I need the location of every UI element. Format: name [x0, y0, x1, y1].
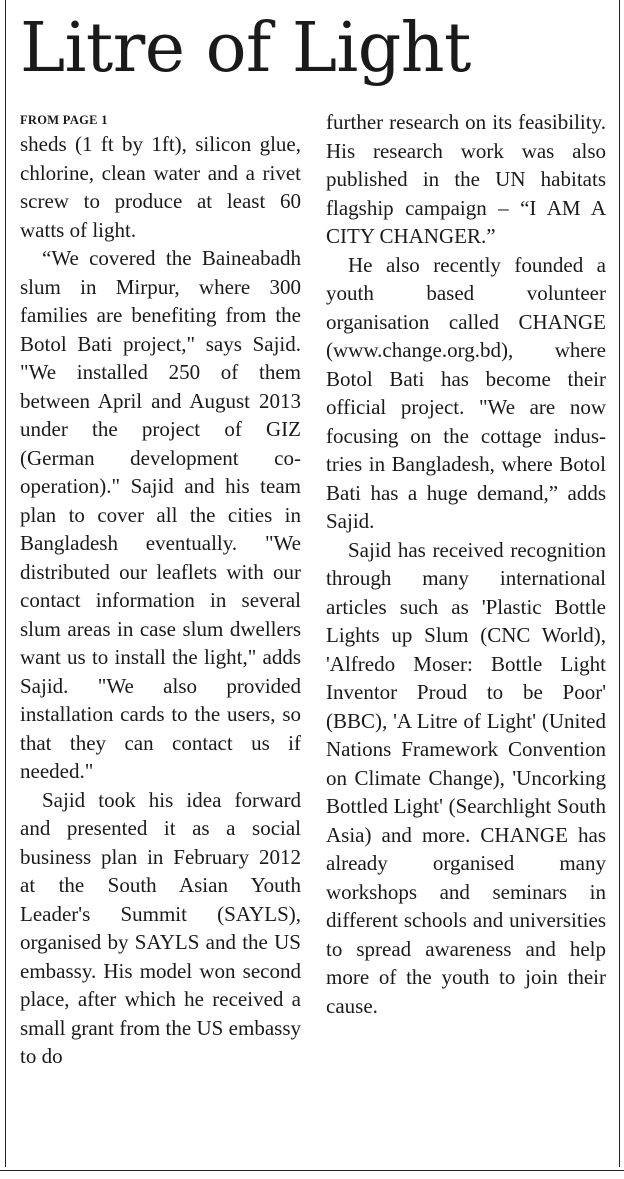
paragraph: Sajid has received recognition through many international articles such as 'Plastic Bottle Lights up Slum (CNC World), 'Alfredo Moser: Bottle Light Inventor Proud to be Poor' (BBC), 'A Litre of Light' (United Nations Framework Convention on Climate Change), 'Uncorking Bottled Light' (Searchlight South Asia) and more. CHANGE has already organised many workshops and seminars in different schools and universities to spread awareness and help more of the youth to join their cause. [326, 537, 606, 1018]
headline: Litre of Light [20, 9, 471, 88]
left-border-rule [5, 0, 6, 1167]
paragraph: sheds (1 ft by 1ft), silicon glue, chlorine, clean water and a rivet screw to produce at least 60 watts of light. [20, 132, 301, 242]
paragraph: Sajid took his idea forward and presented it as a social business plan in February 2012 at the South Asian Youth Leader's Summit (SAYLS), organised by SAYLS and the US embassy. His model won second place, after which he received a small grant from the US embassy to do [20, 787, 301, 1068]
paragraph: further research on its feasibility. His research work was also published in the UN habitats flagship campaign – “I AM A CITY CHANGER.” [326, 110, 606, 248]
article-column-right [326, 108, 606, 1020]
kicker-from-page: FROM PAGE 1 [20, 113, 108, 127]
article-column-left [20, 110, 301, 1071]
paragraph: “We covered the Baineabadh slum in Mirpur, where 300 families are benefiting from the Botol Bati project," says Sajid. "We installed 250 of them between April and August 2013 under the project of GIZ (German development co-operation)." Sajid and his team plan to cover all the cities in Bangladesh eventually. "We distributed our leaflets with our contact information in several slum areas in case slum dwellers want us to install the light," adds Sajid. "We also provided installation cards to the users, so that they can contact us if needed." [20, 246, 301, 783]
paragraph: He also recently founded a youth based volunteer organisation called CHANGE (www.change.org.bd), where Botol Bati has become their official project. "We are now focusing on the cottage industries in Bangladesh, where Botol Bati has a huge demand,” adds Sajid. [326, 252, 606, 533]
right-border-rule [619, 0, 620, 1167]
bottom-border-rule [0, 1170, 624, 1171]
